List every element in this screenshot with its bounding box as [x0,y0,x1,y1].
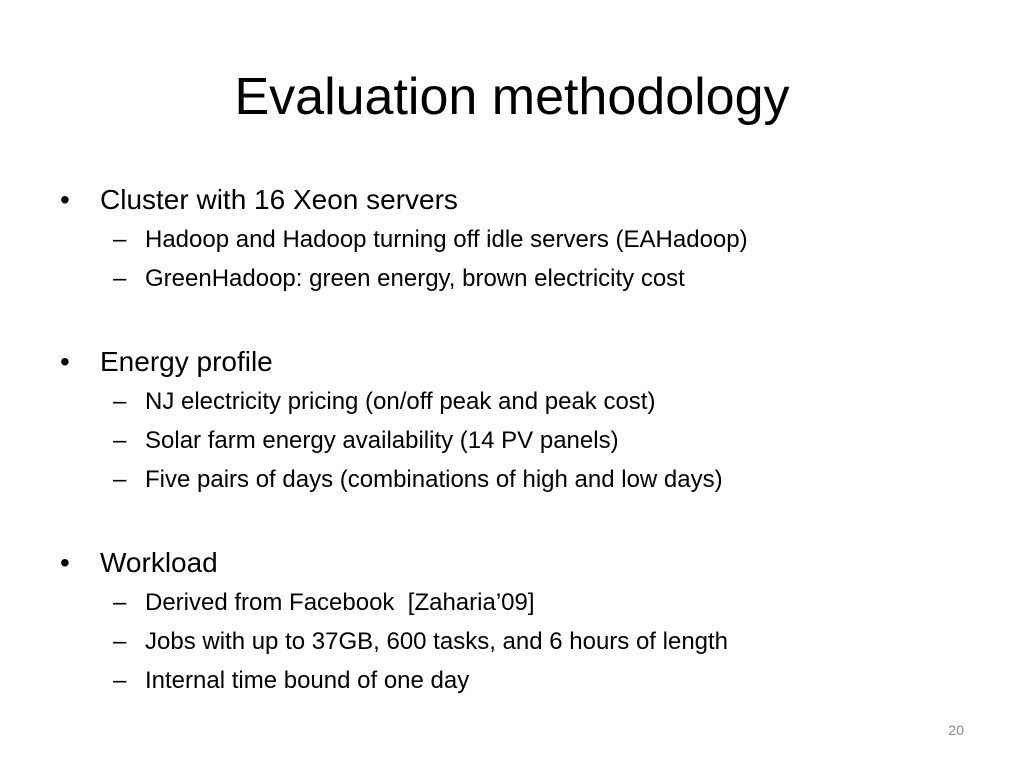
bullet-item [0,180,1000,220]
dash-icon: – [113,466,127,493]
sub-bullet-item [0,661,1000,700]
sub-bullet-item [0,382,1000,421]
bullet-section-energy [0,342,1000,499]
sub-bullet-text: GreenHadoop: green energy, brown electricity cost [145,265,685,292]
dash-icon: – [113,388,127,415]
bullet-text: Cluster with 16 Xeon servers [100,184,458,215]
bullet-icon: • [60,547,70,578]
page-number: 20 [948,722,964,738]
sub-bullet-text: Five pairs of days (combinations of high and low days) [145,466,723,493]
bullet-text: Workload [100,547,218,578]
sub-bullet-text: Derived from Facebook [Zaharia’09] [145,589,535,616]
sub-bullet-text: Hadoop and Hadoop turning off idle servers (EAHadoop) [145,226,748,253]
sub-bullet-item [0,622,1000,661]
bullet-section-cluster [0,180,1000,298]
sub-bullet-item [0,220,1000,259]
sub-bullet-item [0,421,1000,460]
bullet-icon: • [60,184,70,215]
dash-icon: – [113,265,127,292]
bullet-text: Energy profile [100,346,273,377]
slide-title: Evaluation methodology [234,68,790,126]
dash-icon: – [113,226,127,253]
bullet-item [0,543,1000,583]
dash-icon: – [113,589,127,616]
sub-bullet-item [0,259,1000,298]
dash-icon: – [113,628,127,655]
sub-bullet-item [0,460,1000,499]
bullet-section-workload [0,543,1000,700]
bullet-item [0,342,1000,382]
dash-icon: – [113,667,127,694]
sub-bullet-text: NJ electricity pricing (on/off peak and peak cost) [145,388,656,415]
bullet-icon: • [60,346,70,377]
sub-bullet-item [0,583,1000,622]
dash-icon: – [113,427,127,454]
sub-bullet-text: Solar farm energy availability (14 PV panels) [145,427,619,454]
sub-bullet-text: Jobs with up to 37GB, 600 tasks, and 6 hours of length [145,628,729,655]
sub-bullet-text: Internal time bound of one day [145,667,470,694]
